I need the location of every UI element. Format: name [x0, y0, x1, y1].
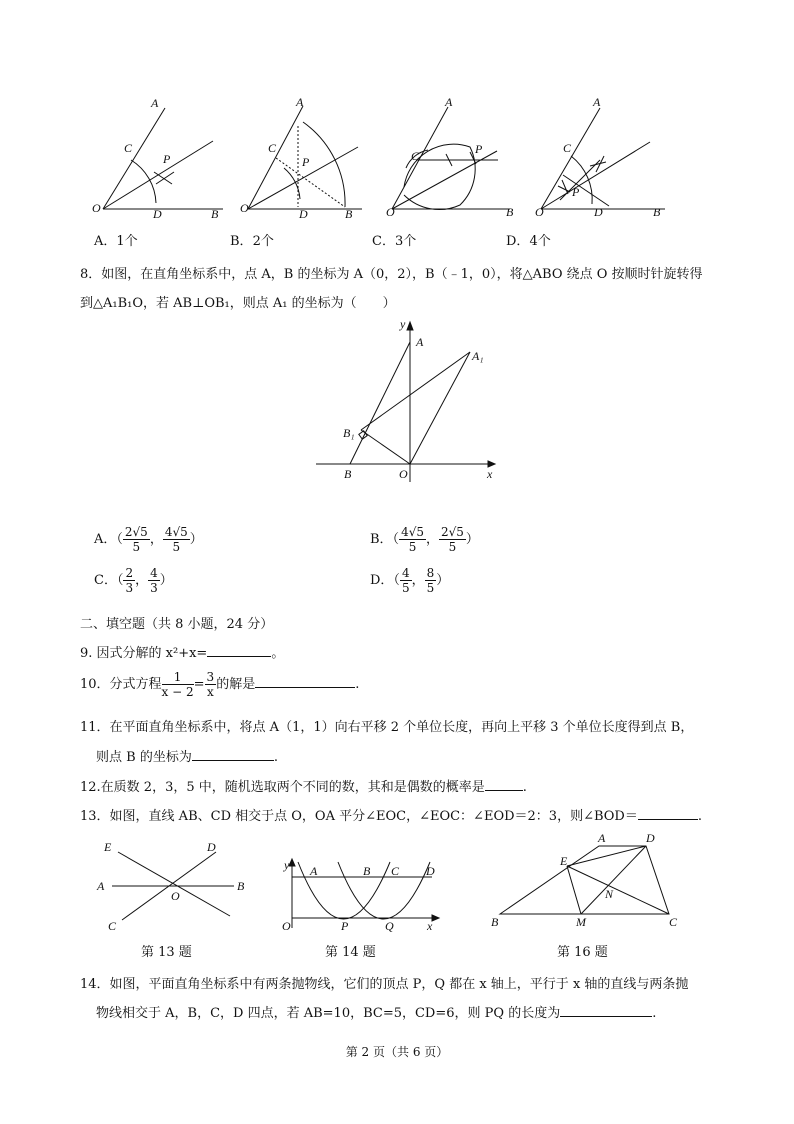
- q9-prefix: 9. 因式分解的 x²+x=: [80, 646, 208, 661]
- q14-answer-blank[interactable]: [560, 1004, 652, 1017]
- fig14-label-D: D: [426, 864, 435, 878]
- fig16-label-B: B: [491, 915, 499, 929]
- q7-f2-label-O: O: [240, 201, 249, 215]
- q10-frac-right: $\frac{3}{x}$: [206, 670, 215, 699]
- q7-option-a-text: 1个: [116, 234, 138, 249]
- fig13-label-O: O: [171, 889, 180, 903]
- q8-label-B: B: [344, 467, 352, 481]
- q10-prefix: 10．分式方程: [80, 677, 162, 692]
- fig16-label-E: E: [560, 854, 568, 868]
- fig14-label-C: C: [391, 864, 400, 878]
- q13-text: 13．如图，直线 AB、CD 相交于点 O，OA 平分∠EOC，∠EOC：∠EOD＝2：3，则∠BOD＝: [80, 809, 638, 824]
- q8-label-O: O: [399, 467, 408, 481]
- fig13-label-E: E: [104, 840, 112, 854]
- q14-line-1: 14．如图，平面直角坐标系中有两条抛物线，它们的顶点 P，Q 都在 x 轴上，平行于 x 轴的直线与两条抛: [80, 977, 689, 992]
- q8-line-2: 到△A₁B₁O，若 AB⊥OB₁，则点 A₁ 的坐标为（ ）: [80, 296, 396, 311]
- q12-text: 12.在质数 2，3，5 中，随机选取两个不同的数，其和是偶数的概率是: [80, 780, 485, 795]
- q10-suffix: .: [355, 677, 360, 692]
- q8-option-d-letter: D．（: [370, 573, 400, 588]
- q7-option-d-text: 4个: [529, 234, 551, 249]
- fig14-label-Q: Q: [385, 919, 394, 933]
- q8-label-y: y: [400, 317, 406, 331]
- q8-label-A1: A₁: [472, 349, 484, 363]
- q7-option-b-letter: B．: [230, 234, 253, 249]
- q14-suffix: .: [652, 1006, 657, 1021]
- q7-f4-label-O: O: [535, 205, 544, 219]
- q14-line-2: [96, 1002, 656, 1021]
- fig16-label-N: N: [605, 887, 614, 901]
- fig16-label-M: M: [576, 915, 586, 929]
- fig13-label-C: C: [108, 919, 117, 933]
- q7-f2-label-B: B: [345, 207, 353, 221]
- fig14-label-y: y: [284, 858, 290, 872]
- q8-option-c-frac2: $\frac{4}{3}$: [150, 566, 158, 595]
- q10-mid: 的解是: [216, 677, 256, 692]
- q7-f4-label-C: C: [563, 141, 572, 155]
- q8-option-c-letter: C．（: [94, 573, 124, 588]
- q7-f3-label-C: C: [411, 149, 420, 163]
- q7-f4-label-A: A: [593, 95, 601, 109]
- q10: 10．分式方程 $\frac{1}{x - 2}$ = $\frac{3}{x}$ 的解是 .: [80, 670, 360, 699]
- section-title: 二、填空题（共 8 小题，24 分）: [80, 617, 274, 632]
- q7-f1-label-B: B: [211, 207, 219, 221]
- q8-label-A: A: [416, 335, 424, 349]
- q8-option-b-frac1: $\frac{4√5}{5}$: [401, 525, 424, 554]
- q8-option-d-frac2: $\frac{8}{5}$: [426, 566, 435, 595]
- q7-option-d-letter: D．: [506, 234, 530, 249]
- q7-f1-label-P: P: [163, 152, 171, 166]
- q8-label-B1: B₁: [343, 426, 355, 440]
- q7-f2-label-C: C: [268, 141, 277, 155]
- fig13-caption: 第 13 题: [141, 945, 192, 960]
- q7-f4-label-D: D: [594, 205, 603, 219]
- fig14-caption: 第 14 题: [325, 945, 376, 960]
- q9-suffix: 。: [271, 646, 285, 661]
- q8-option-a-frac1: $\frac{2√5}{5}$: [124, 525, 148, 554]
- q7-f2-label-P: P: [302, 155, 310, 169]
- q7-f1-label-A: A: [151, 96, 159, 110]
- q7-f1-label-D: D: [153, 207, 162, 221]
- q7-f4-label-B: B: [653, 205, 661, 219]
- q7-option-a-letter: A．: [94, 234, 117, 249]
- q11-suffix: .: [273, 750, 278, 765]
- fig14-label-A: A: [310, 864, 318, 878]
- q7-option-c-text: 3个: [394, 234, 417, 249]
- q8-option-a: A．（ $\frac{2√5}{5}$ ， $\frac{4√5}{5}$ ）: [94, 525, 203, 554]
- q12-suffix: .: [522, 780, 527, 795]
- q8-option-c-frac1: $\frac{2}{3}$: [125, 566, 134, 595]
- q8-label-x: x: [487, 467, 493, 481]
- q8-option-d: D．（ $\frac{4}{5}$ ， $\frac{8}{5}$ ）: [370, 566, 450, 595]
- q7-f4-label-P: P: [572, 185, 580, 199]
- fig16-label-D: D: [646, 831, 655, 845]
- q8-option-b-letter: B．（: [370, 532, 400, 547]
- q7-f3-label-P: P: [475, 142, 483, 156]
- q7-f1-label-O: O: [92, 201, 101, 215]
- fig16-label-A: A: [598, 831, 606, 845]
- fig14-label-x: x: [427, 919, 433, 933]
- q13-suffix: .: [697, 809, 702, 824]
- fig16-caption: 第 16 题: [557, 945, 608, 960]
- q7-f3-label-A: A: [445, 95, 453, 109]
- fig14-label-P: P: [341, 919, 349, 933]
- q7-f3-label-O: O: [386, 205, 395, 219]
- page-footer: 第 2 页（共 6 页）: [345, 1045, 449, 1059]
- q11-prefix: 则点 B 的坐标为: [96, 750, 192, 765]
- q14-prefix: 物线相交于 A，B，C，D 四点，若 AB=10，BC=5，CD=6，则 PQ 的长度为: [96, 1006, 561, 1021]
- q8-option-a-letter: A．（: [94, 532, 123, 547]
- fig13-label-A: A: [97, 879, 105, 893]
- q11-line-1: 11．在平面直角坐标系中，将点 A（1，1）向右平移 2 个单位长度，再向上平移 3 个单位长度得到点 B，: [80, 720, 694, 735]
- q7-f2-label-D: D: [299, 207, 308, 221]
- q8-option-b-frac2: $\frac{2√5}{5}$: [441, 525, 464, 554]
- q8-option-d-frac1: $\frac{4}{5}$: [401, 566, 410, 595]
- q10-frac-left: $\frac{1}{x - 2}$: [161, 670, 194, 699]
- q7-option-b-text: 2个: [252, 234, 274, 249]
- fig14-label-O: O: [282, 919, 291, 933]
- q7-f3-label-B: B: [506, 205, 514, 219]
- fig16-label-C: C: [669, 915, 678, 929]
- q7-f2-label-A: A: [296, 95, 304, 109]
- q8-option-a-frac2: $\frac{4√5}{5}$: [164, 525, 188, 554]
- q8-line-1: 8．如图，在直角坐标系中，点 A，B 的坐标为 A（0，2），B（﹣1，0），将△ABO 绕点 O 按顺时针旋转得: [80, 267, 703, 282]
- q7-f1-label-C: C: [124, 141, 133, 155]
- q8-option-c: C．（ $\frac{2}{3}$ ， $\frac{4}{3}$ ）: [94, 566, 173, 595]
- q7-option-c-letter: C．: [372, 234, 395, 249]
- q8-option-b: B．（ $\frac{4√5}{5}$ ， $\frac{2√5}{5}$ ）: [370, 525, 479, 554]
- fig13-label-D: D: [207, 840, 216, 854]
- fig13-label-B: B: [237, 879, 245, 893]
- fig14-label-B: B: [363, 864, 371, 878]
